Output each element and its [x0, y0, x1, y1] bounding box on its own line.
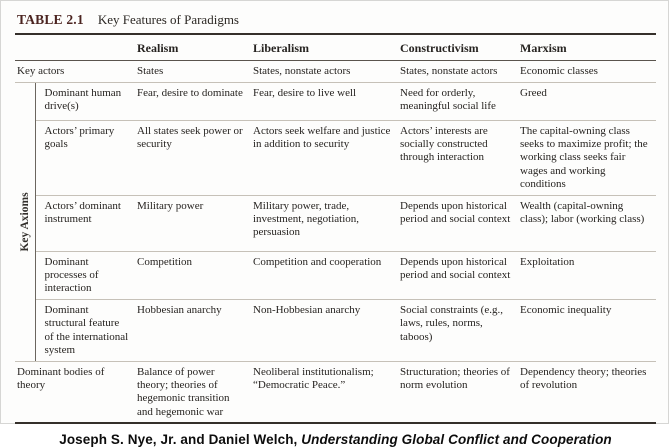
- cell-realism: Competition: [137, 251, 253, 299]
- column-header-realism: Realism: [137, 35, 253, 60]
- cell-constructivism: Actors’ interests are socially constructed through interaction: [400, 120, 520, 195]
- cell-realism: Hobbesian anarchy: [137, 299, 253, 361]
- attribution-authors: Joseph S. Nye, Jr. and Daniel Welch,: [59, 432, 298, 447]
- cell-liberalism: Competition and cooperation: [253, 251, 400, 299]
- table-row-dominant-processes: [15, 251, 656, 299]
- cell-constructivism: Social constraints (e.g., laws, rules, norms, taboos): [400, 299, 520, 361]
- table-title: Key Features of Paradigms: [97, 12, 239, 27]
- cell-marxism: The capital-owning class seeks to maximize profit; the working class seeks fair wages and working conditions: [520, 120, 656, 195]
- cell-realism: States: [137, 60, 253, 82]
- cell-realism: All states seek power or security: [137, 120, 253, 195]
- cell-constructivism: Structuration; theories of norm evolution: [400, 365, 510, 391]
- cell-liberalism: States, nonstate actors: [253, 60, 400, 82]
- column-header-liberalism: Liberalism: [253, 35, 400, 60]
- cell-marxism: Greed: [520, 82, 656, 120]
- cell-constructivism: Depends upon historical period and social context: [400, 251, 520, 299]
- cell-marxism: Exploitation: [520, 251, 656, 299]
- table-row-actors-dominant-instrument: [15, 195, 656, 251]
- key-axioms-group-cell: [15, 82, 35, 361]
- row-label: Actors’ dominant instrument: [35, 195, 137, 251]
- cell-liberalism: Military power, trade, investment, negotiation, persuasion: [253, 195, 400, 251]
- row-label: Dominant processes of interaction: [35, 251, 137, 299]
- cell-marxism: Dependency theory; theories of revolution: [520, 365, 647, 391]
- cell-marxism: Economic classes: [520, 60, 656, 82]
- attribution-work-title: Understanding Global Conflict and Cooperation: [301, 432, 612, 447]
- table-row-dominant-structural-feature: [15, 299, 656, 361]
- cell-realism: Fear, desire to dominate: [137, 82, 253, 120]
- row-label: Actors’ primary goals: [35, 120, 137, 195]
- table-row-dominant-human-drives: [15, 82, 656, 120]
- table-row-dominant-bodies-of-theory: [15, 361, 656, 423]
- row-label: Dominant structural feature of the international system: [35, 299, 137, 361]
- key-axioms-label: Key Axioms: [18, 192, 31, 252]
- cell-liberalism: Fear, desire to live well: [253, 82, 400, 120]
- row-label: Dominant bodies of theory: [17, 365, 105, 391]
- column-header-row: [15, 35, 656, 60]
- cell-realism: Military power: [137, 195, 253, 251]
- table-row-key-actors: [15, 60, 656, 82]
- paradigms-table: [15, 35, 656, 424]
- column-header-empty: [15, 35, 137, 60]
- cell-liberalism: Actors seek welfare and justice in addition to security: [253, 120, 400, 195]
- cell-marxism: Economic inequality: [520, 299, 656, 361]
- table-number: TABLE 2.1: [17, 12, 84, 27]
- cell-constructivism: Depends upon historical period and social context: [400, 195, 520, 251]
- table-row-actors-primary-goals: [15, 120, 656, 195]
- row-label: Key actors: [15, 60, 137, 82]
- column-header-marxism: Marxism: [520, 35, 656, 60]
- column-header-constructivism: Constructivism: [400, 35, 520, 60]
- cell-liberalism: Non-Hobbesian anarchy: [253, 299, 400, 361]
- cell-liberalism: Neoliberal institutionalism; “Democratic Peace.”: [253, 365, 374, 391]
- source-attribution: [15, 424, 656, 447]
- cell-marxism: Wealth (capital-owning class); labor (working class): [520, 195, 656, 251]
- cell-realism: Balance of power theory; theories of hegemonic transition and hegemonic war: [137, 365, 230, 418]
- row-label: Dominant human drive(s): [35, 82, 137, 120]
- cell-constructivism: States, nonstate actors: [400, 60, 520, 82]
- cell-constructivism: Need for orderly, meaningful social life: [400, 82, 520, 120]
- table-title-bar: [15, 10, 656, 35]
